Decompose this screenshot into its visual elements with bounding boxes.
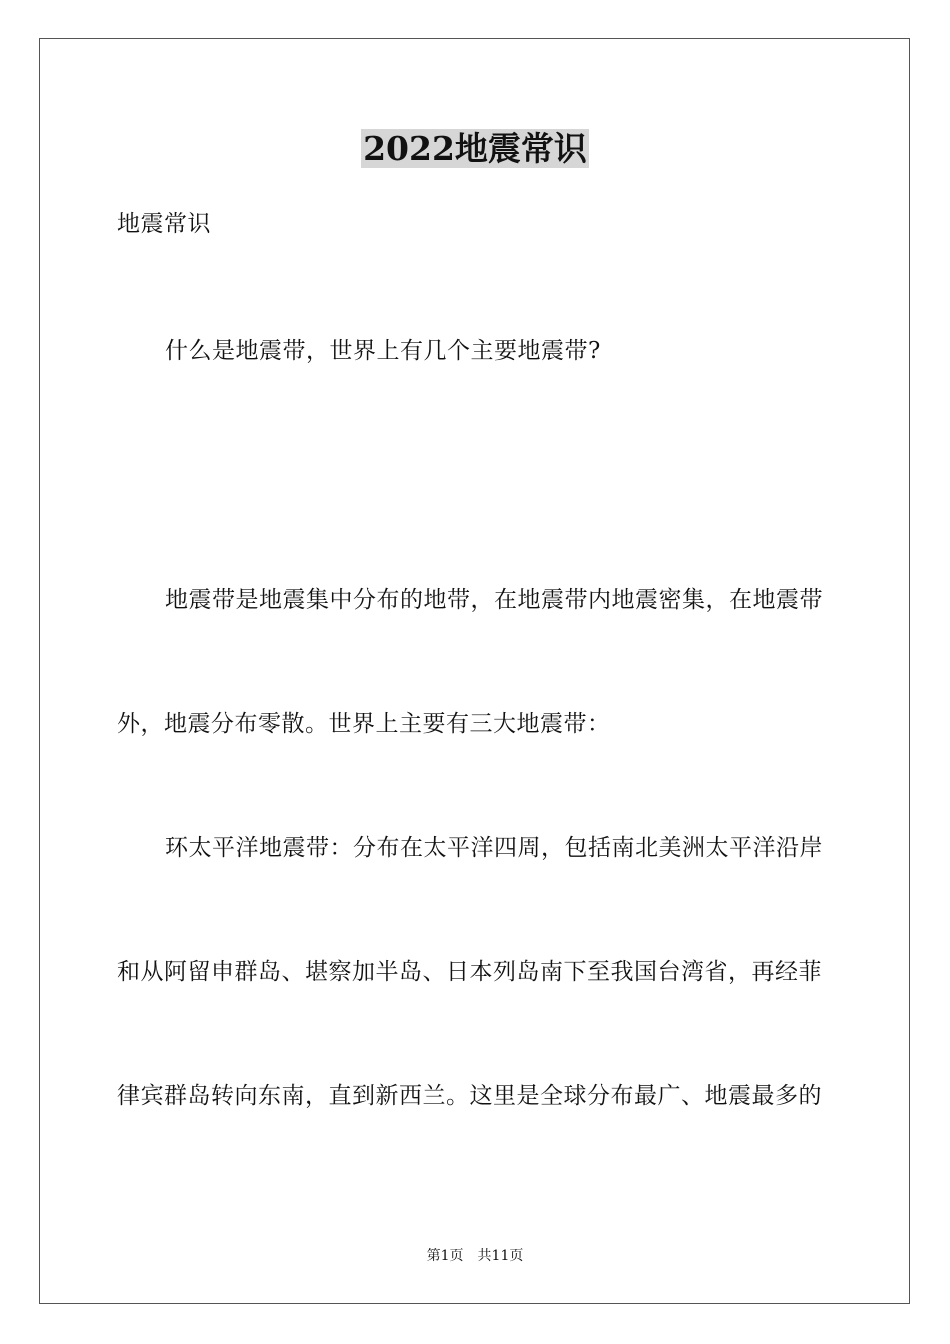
paragraph-line: 律宾群岛转向东南，直到新西兰。这里是全球分布最广、地震最多的 <box>117 1083 822 1109</box>
document-subtitle: 地震常识 <box>117 211 211 237</box>
document-title-text: 2022地震常识 <box>363 129 587 168</box>
page-number: 第1页 <box>426 1248 464 1264</box>
paragraph-line: 外，地震分布零散。世界上主要有三大地震带： <box>117 711 611 737</box>
page-footer <box>0 1247 950 1265</box>
paragraph-line: 什么是地震带，世界上有几个主要地震带? <box>165 338 601 364</box>
paragraph-line: 地震带是地震集中分布的地带，在地震带内地震密集，在地震带 <box>165 587 823 613</box>
total-pages: 共11页 <box>477 1248 524 1264</box>
document-title <box>0 128 950 170</box>
paragraph-line: 和从阿留申群岛、堪察加半岛、日本列岛南下至我国台湾省，再经菲 <box>117 959 822 985</box>
paragraph-line: 环太平洋地震带：分布在太平洋四周，包括南北美洲太平洋沿岸 <box>165 835 823 861</box>
